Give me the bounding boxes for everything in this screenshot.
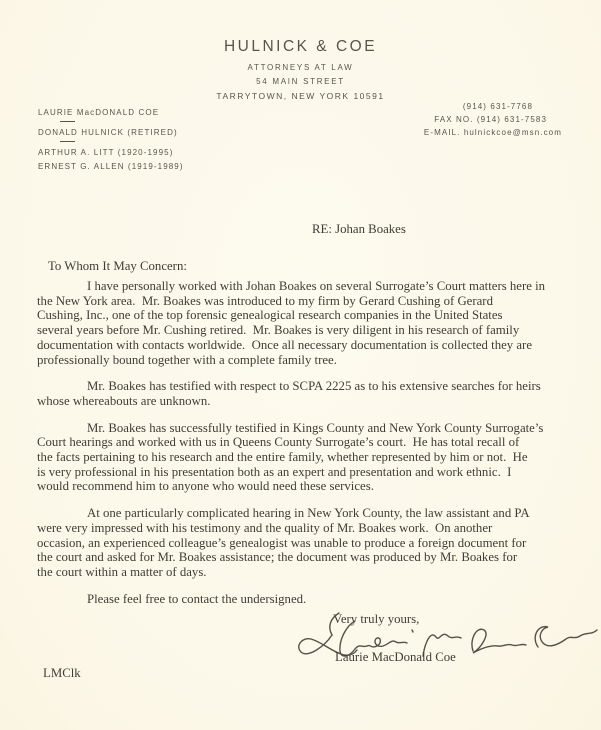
body-line: the New York area. Mr. Boakes was introduced to my firm by Gerard Cushing of Gerard [37, 293, 493, 308]
firm-street: 54 MAIN STREET [256, 77, 345, 86]
body-line: professionally bound together with a complete family tree. [37, 352, 337, 367]
fax-number: FAX NO. (914) 631-7583 [434, 115, 547, 124]
typed-signature-name: Laurie MacDonald Coe [335, 650, 456, 664]
attorney-name: ERNEST G. ALLEN (1919-1989) [38, 162, 184, 171]
divider-rule [60, 121, 75, 122]
paragraph [37, 279, 545, 367]
attorney-list [38, 108, 184, 171]
paragraph [37, 421, 545, 495]
body-line: several years before Mr. Cushing retired. Mr. Boakes is very diligent in his research of family [37, 323, 520, 338]
body-line: I have personally worked with Johan Boakes on several Surrogate’s Court matters here in [87, 279, 546, 293]
body-line: Please feel free to contact the undersigned. [87, 591, 307, 606]
contact-block [424, 100, 562, 139]
body-line: Cushing, Inc., one of the top forensic genealogical research companies in the United States [37, 308, 503, 323]
attorney-name: LAURIE MacDONALD COE [38, 108, 160, 117]
body-line: the court within a matter of days. [37, 564, 207, 579]
divider-rule [60, 141, 75, 142]
firm-name: HULNICK & COE [223, 38, 378, 55]
body-line: Court hearings and worked with us in Queens County Surrogate’s court. He has total recall of [37, 435, 520, 450]
attorney-name: DONALD HULNICK (RETIRED) [38, 128, 178, 137]
body-line: occasion, an experienced colleague’s genealogist was unable to produce a foreign document for [37, 535, 527, 550]
letterhead [0, 38, 601, 101]
paragraph [37, 506, 545, 580]
phone-number: (914) 631-7768 [462, 102, 533, 111]
body-line: Mr. Boakes has testified with respect to SCPA 2225 as to his extensive searches for heirs [87, 379, 541, 394]
firm-subtitle: ATTORNEYS AT LAW [247, 63, 354, 72]
attorney-name: ARTHUR A. LITT (1920-1995) [38, 148, 174, 157]
re-line: RE: Johan Boakes [312, 222, 406, 236]
body-line: the court and asked for Mr. Boakes assistance; the document was produced by Mr. Boakes for [37, 550, 518, 565]
body-line: Mr. Boakes has successfully testified in Kings County and New York County Surrogate’s [87, 420, 544, 435]
body-line: is very professional in his presentation both as an expert and presentation and work ethnic. I [37, 464, 512, 479]
paragraph [37, 379, 545, 408]
body-line: whose whereabouts are unknown. [37, 393, 211, 408]
body-line: would recommend him to anyone who would need these services. [37, 479, 374, 494]
closing-phrase: Very truly yours, [333, 612, 420, 626]
salutation: To Whom It May Concern: [48, 259, 187, 273]
firm-city: TARRYTOWN, NEW YORK 10591 [216, 91, 385, 101]
letter-body [37, 279, 545, 618]
email-address: E-MAIL. hulnickcoe@msn.com [423, 128, 562, 137]
body-line: were very impressed with his testimony and the quality of Mr. Boakes work. On another [37, 520, 493, 535]
body-line: the facts pertaining to his research and the entire family, whether represented by him or not. He [37, 450, 528, 465]
body-line: documentation with contacts worldwide. Once all necessary documentation is collected they are [37, 337, 532, 352]
reference-initials: LMClk [43, 666, 81, 680]
body-line: At one particularly complicated hearing in New York County, the law assistant and PA [87, 506, 530, 521]
